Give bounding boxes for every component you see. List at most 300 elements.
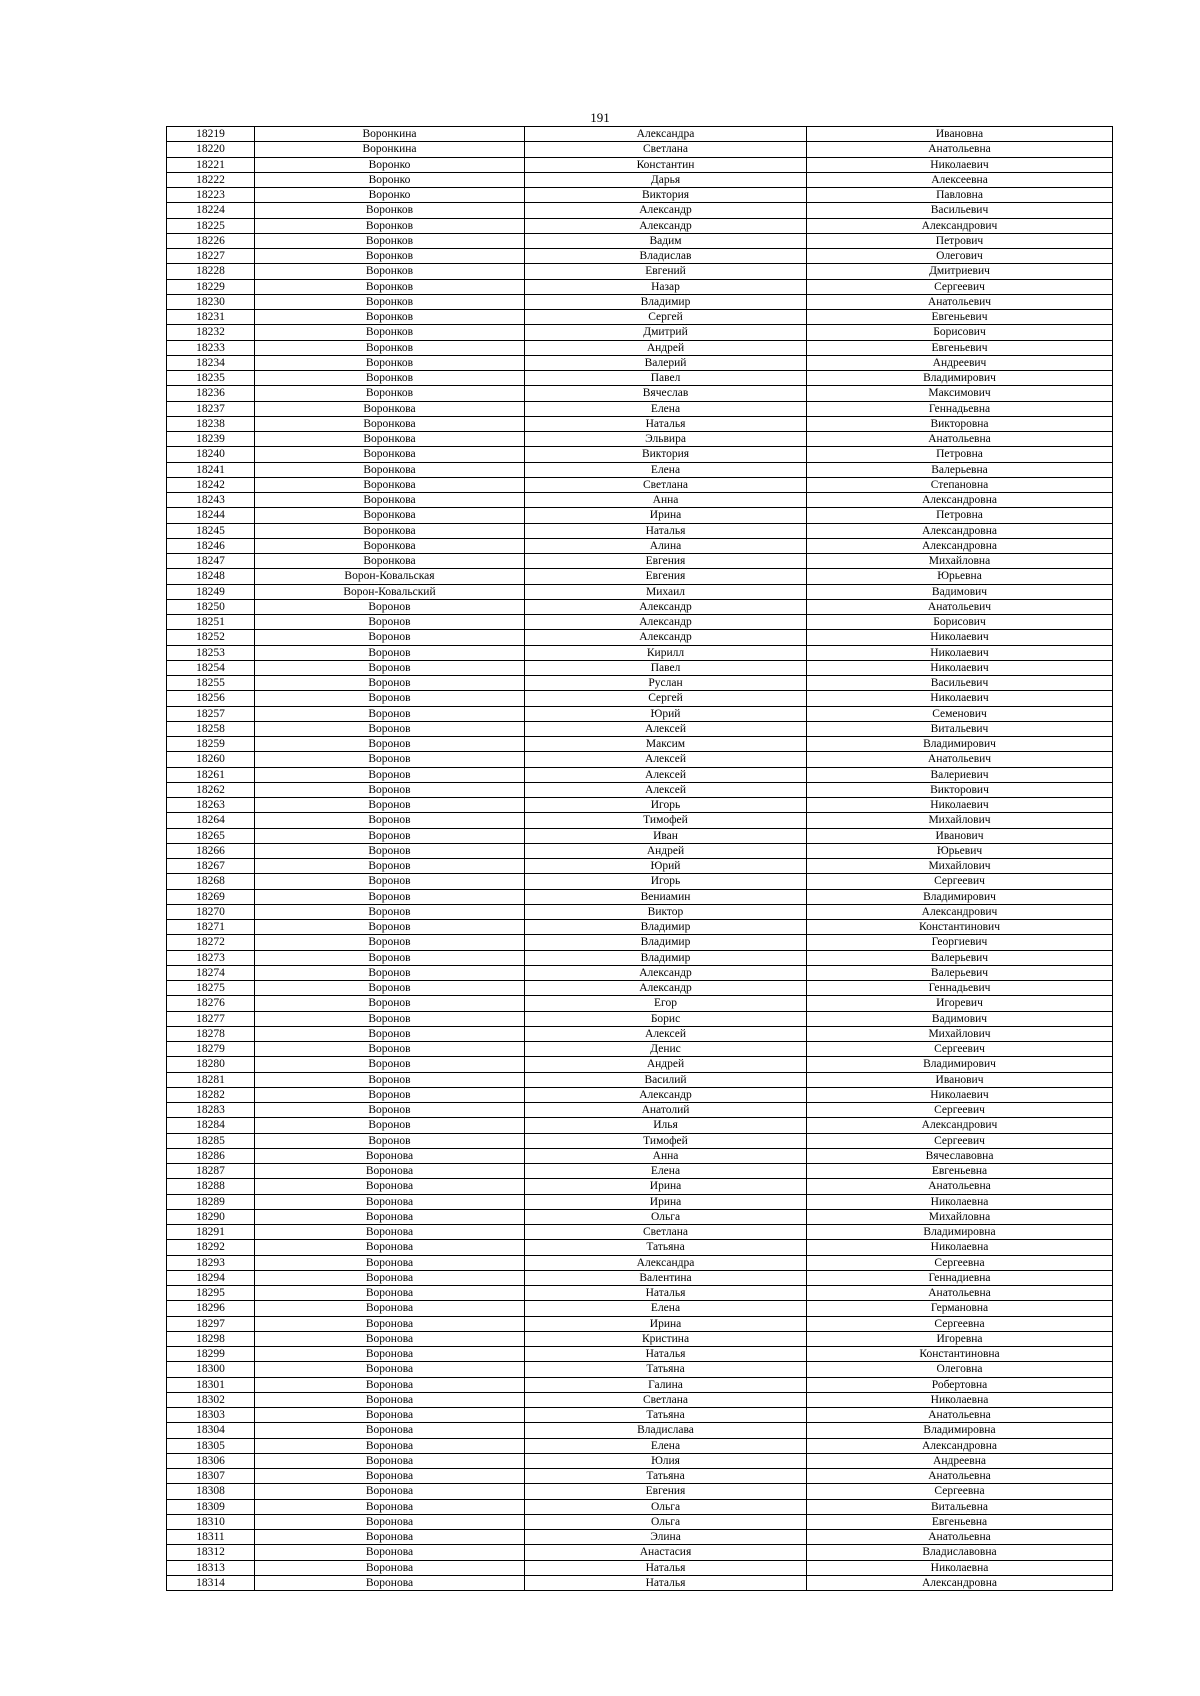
patronymic-cell: Валериевич (807, 767, 1113, 782)
table-row (167, 523, 1113, 538)
patronymic-cell: Николаевна (807, 1392, 1113, 1407)
patronymic-cell: Николаевна (807, 1240, 1113, 1255)
table-row (167, 630, 1113, 645)
surname-cell: Воронов (255, 599, 525, 614)
first-name-cell: Елена (525, 401, 807, 416)
record-number-cell: 18311 (167, 1530, 255, 1545)
first-name-cell: Елена (525, 462, 807, 477)
table-row (167, 432, 1113, 447)
table-row (167, 843, 1113, 858)
table-row (167, 1377, 1113, 1392)
record-number-cell: 18272 (167, 935, 255, 950)
table-row (167, 416, 1113, 431)
patronymic-cell: Валерьевич (807, 965, 1113, 980)
first-name-cell: Элина (525, 1530, 807, 1545)
record-number-cell: 18271 (167, 920, 255, 935)
first-name-cell: Игорь (525, 798, 807, 813)
table-row (167, 1194, 1113, 1209)
table-row (167, 508, 1113, 523)
surname-cell: Воронов (255, 1042, 525, 1057)
record-number-cell: 18309 (167, 1499, 255, 1514)
surname-cell: Воронов (255, 904, 525, 919)
patronymic-cell: Олегович (807, 249, 1113, 264)
record-number-cell: 18300 (167, 1362, 255, 1377)
table-row (167, 859, 1113, 874)
patronymic-cell: Александрович (807, 218, 1113, 233)
first-name-cell: Александра (525, 1255, 807, 1270)
surname-cell: Воронкова (255, 447, 525, 462)
table-row (167, 1103, 1113, 1118)
surname-cell: Воронкова (255, 493, 525, 508)
first-name-cell: Кирилл (525, 645, 807, 660)
first-name-cell: Галина (525, 1377, 807, 1392)
first-name-cell: Юрий (525, 706, 807, 721)
surname-cell: Воронова (255, 1286, 525, 1301)
patronymic-cell: Витальевна (807, 1499, 1113, 1514)
patronymic-cell: Сергеевич (807, 1133, 1113, 1148)
record-number-cell: 18234 (167, 355, 255, 370)
surname-cell: Воронова (255, 1545, 525, 1560)
first-name-cell: Илья (525, 1118, 807, 1133)
record-number-cell: 18276 (167, 996, 255, 1011)
table-row (167, 874, 1113, 889)
first-name-cell: Андрей (525, 843, 807, 858)
surname-cell: Воронова (255, 1453, 525, 1468)
surname-cell: Воронова (255, 1530, 525, 1545)
patronymic-cell: Александрович (807, 904, 1113, 919)
table-row (167, 782, 1113, 797)
patronymic-cell: Вадимович (807, 1011, 1113, 1026)
patronymic-cell: Евгеньевич (807, 310, 1113, 325)
table-row (167, 264, 1113, 279)
record-number-cell: 18222 (167, 172, 255, 187)
patronymic-cell: Александрович (807, 1118, 1113, 1133)
table-row (167, 538, 1113, 553)
surname-cell: Воронова (255, 1148, 525, 1163)
first-name-cell: Наталья (525, 1347, 807, 1362)
surname-cell: Воронова (255, 1164, 525, 1179)
record-number-cell: 18294 (167, 1270, 255, 1285)
table-row (167, 386, 1113, 401)
table-row (167, 1438, 1113, 1453)
table-row (167, 447, 1113, 462)
first-name-cell: Егор (525, 996, 807, 1011)
surname-cell: Воронова (255, 1560, 525, 1575)
patronymic-cell: Андреевич (807, 355, 1113, 370)
first-name-cell: Валентина (525, 1270, 807, 1285)
record-number-cell: 18286 (167, 1148, 255, 1163)
patronymic-cell: Евгеньевна (807, 1164, 1113, 1179)
table-row (167, 721, 1113, 736)
table-row (167, 828, 1113, 843)
first-name-cell: Евгений (525, 264, 807, 279)
surname-cell: Ворон-Ковальский (255, 584, 525, 599)
first-name-cell: Виктор (525, 904, 807, 919)
table-row (167, 1270, 1113, 1285)
table-row (167, 1575, 1113, 1590)
patronymic-cell: Валерьевна (807, 462, 1113, 477)
table-row (167, 752, 1113, 767)
first-name-cell: Валерий (525, 355, 807, 370)
record-number-cell: 18255 (167, 676, 255, 691)
patronymic-cell: Анатольевич (807, 752, 1113, 767)
patronymic-cell: Владимирович (807, 889, 1113, 904)
table-row (167, 325, 1113, 340)
table-row (167, 1164, 1113, 1179)
record-number-cell: 18245 (167, 523, 255, 538)
surname-cell: Воронов (255, 1118, 525, 1133)
record-number-cell: 18310 (167, 1514, 255, 1529)
first-name-cell: Светлана (525, 1225, 807, 1240)
table-row (167, 1423, 1113, 1438)
patronymic-cell: Евгеньевна (807, 1514, 1113, 1529)
surname-cell: Воронов (255, 630, 525, 645)
page-number: 191 (590, 110, 610, 125)
surname-cell: Воронков (255, 371, 525, 386)
table-row (167, 1011, 1113, 1026)
first-name-cell: Назар (525, 279, 807, 294)
table-row (167, 1545, 1113, 1560)
record-number-cell: 18266 (167, 843, 255, 858)
patronymic-cell: Сергеевна (807, 1316, 1113, 1331)
first-name-cell: Татьяна (525, 1469, 807, 1484)
patronymic-cell: Витальевич (807, 721, 1113, 736)
surname-cell: Воронов (255, 1103, 525, 1118)
surname-cell: Воронко (255, 172, 525, 187)
record-number-cell: 18235 (167, 371, 255, 386)
first-name-cell: Алексей (525, 782, 807, 797)
record-number-cell: 18291 (167, 1225, 255, 1240)
record-number-cell: 18299 (167, 1347, 255, 1362)
patronymic-cell: Владимировна (807, 1423, 1113, 1438)
patronymic-cell: Анатольевна (807, 1179, 1113, 1194)
record-number-cell: 18274 (167, 965, 255, 980)
patronymic-cell: Александровна (807, 538, 1113, 553)
surname-cell: Воронков (255, 264, 525, 279)
patronymic-cell: Борисович (807, 325, 1113, 340)
record-number-cell: 18270 (167, 904, 255, 919)
first-name-cell: Александр (525, 599, 807, 614)
record-number-cell: 18265 (167, 828, 255, 843)
surname-cell: Воронова (255, 1377, 525, 1392)
patronymic-cell: Олеговна (807, 1362, 1113, 1377)
table-row (167, 142, 1113, 157)
first-name-cell: Михаил (525, 584, 807, 599)
record-number-cell: 18232 (167, 325, 255, 340)
record-number-cell: 18303 (167, 1408, 255, 1423)
table-row (167, 645, 1113, 660)
surname-cell: Воронов (255, 676, 525, 691)
table-row (167, 127, 1113, 142)
surname-cell: Воронов (255, 843, 525, 858)
table-row (167, 706, 1113, 721)
surname-cell: Воронков (255, 203, 525, 218)
record-number-cell: 18251 (167, 615, 255, 630)
first-name-cell: Евгения (525, 1484, 807, 1499)
table-row (167, 1118, 1113, 1133)
table-row (167, 599, 1113, 614)
patronymic-cell: Вадимович (807, 584, 1113, 599)
table-row (167, 584, 1113, 599)
surname-cell: Воронов (255, 798, 525, 813)
surname-cell: Воронова (255, 1194, 525, 1209)
patronymic-cell: Геннадьевна (807, 401, 1113, 416)
patronymic-cell: Николаевич (807, 645, 1113, 660)
surname-cell: Воронкова (255, 477, 525, 492)
surname-cell: Воронов (255, 950, 525, 965)
record-number-cell: 18281 (167, 1072, 255, 1087)
first-name-cell: Юрий (525, 859, 807, 874)
table-row (167, 1148, 1113, 1163)
record-number-cell: 18314 (167, 1575, 255, 1590)
patronymic-cell: Викторович (807, 782, 1113, 797)
surname-cell: Воронов (255, 920, 525, 935)
table-row (167, 813, 1113, 828)
patronymic-cell: Валерьевич (807, 950, 1113, 965)
surname-cell: Воронова (255, 1179, 525, 1194)
table-row (167, 1499, 1113, 1514)
table-row (167, 904, 1113, 919)
patronymic-cell: Васильевич (807, 203, 1113, 218)
patronymic-cell: Александровна (807, 1438, 1113, 1453)
table-row (167, 1209, 1113, 1224)
table-row (167, 1331, 1113, 1346)
record-number-cell: 18256 (167, 691, 255, 706)
record-number-cell: 18277 (167, 1011, 255, 1026)
surname-cell: Воронков (255, 249, 525, 264)
patronymic-cell: Викторовна (807, 416, 1113, 431)
surname-cell: Воронков (255, 310, 525, 325)
record-number-cell: 18296 (167, 1301, 255, 1316)
patronymic-cell: Вячеславовна (807, 1148, 1113, 1163)
table-row (167, 1026, 1113, 1041)
record-number-cell: 18262 (167, 782, 255, 797)
patronymic-cell: Александровна (807, 493, 1113, 508)
patronymic-cell: Михайлович (807, 859, 1113, 874)
record-number-cell: 18237 (167, 401, 255, 416)
surname-cell: Воронов (255, 660, 525, 675)
surname-cell: Воронова (255, 1270, 525, 1285)
first-name-cell: Руслан (525, 676, 807, 691)
first-name-cell: Наталья (525, 1560, 807, 1575)
patronymic-cell: Анатольевна (807, 1469, 1113, 1484)
table-row (167, 1042, 1113, 1057)
surname-cell: Воронова (255, 1469, 525, 1484)
first-name-cell: Ирина (525, 1316, 807, 1331)
patronymic-cell: Николаевна (807, 1194, 1113, 1209)
table-row (167, 950, 1113, 965)
table-row (167, 889, 1113, 904)
first-name-cell: Владислава (525, 1423, 807, 1438)
record-number-cell: 18298 (167, 1331, 255, 1346)
patronymic-cell: Константинович (807, 920, 1113, 935)
record-number-cell: 18278 (167, 1026, 255, 1041)
first-name-cell: Ольга (525, 1209, 807, 1224)
record-number-cell: 18293 (167, 1255, 255, 1270)
table-row (167, 981, 1113, 996)
surname-cell: Воронкова (255, 432, 525, 447)
patronymic-cell: Александровна (807, 523, 1113, 538)
patronymic-cell: Дмитриевич (807, 264, 1113, 279)
record-number-cell: 18261 (167, 767, 255, 782)
first-name-cell: Светлана (525, 477, 807, 492)
surname-cell: Воронкова (255, 523, 525, 538)
patronymic-cell: Андреевна (807, 1453, 1113, 1468)
patronymic-cell: Владимирович (807, 371, 1113, 386)
patronymic-cell: Семенович (807, 706, 1113, 721)
surname-cell: Ворон-Ковальская (255, 569, 525, 584)
table-row (167, 1179, 1113, 1194)
first-name-cell: Светлана (525, 142, 807, 157)
record-number-cell: 18241 (167, 462, 255, 477)
first-name-cell: Максим (525, 737, 807, 752)
first-name-cell: Виктория (525, 188, 807, 203)
first-name-cell: Анна (525, 1148, 807, 1163)
first-name-cell: Ирина (525, 508, 807, 523)
first-name-cell: Сергей (525, 310, 807, 325)
record-number-cell: 18247 (167, 554, 255, 569)
table-row (167, 1133, 1113, 1148)
patronymic-cell: Анатольевна (807, 142, 1113, 157)
record-number-cell: 18313 (167, 1560, 255, 1575)
surname-cell: Воронкова (255, 401, 525, 416)
surname-cell: Воронов (255, 813, 525, 828)
patronymic-cell: Юрьевна (807, 569, 1113, 584)
first-name-cell: Кристина (525, 1331, 807, 1346)
first-name-cell: Алексей (525, 767, 807, 782)
table-row (167, 1240, 1113, 1255)
surname-cell: Воронова (255, 1347, 525, 1362)
surname-cell: Воронов (255, 615, 525, 630)
surname-cell: Воронкова (255, 462, 525, 477)
table-row (167, 1286, 1113, 1301)
record-number-cell: 18279 (167, 1042, 255, 1057)
record-number-cell: 18238 (167, 416, 255, 431)
patronymic-cell: Сергеевич (807, 1103, 1113, 1118)
record-number-cell: 18285 (167, 1133, 255, 1148)
surname-cell: Воронков (255, 279, 525, 294)
first-name-cell: Андрей (525, 1057, 807, 1072)
surname-cell: Воронов (255, 889, 525, 904)
first-name-cell: Владимир (525, 294, 807, 309)
first-name-cell: Денис (525, 1042, 807, 1057)
patronymic-cell: Александровна (807, 1575, 1113, 1590)
first-name-cell: Владимир (525, 950, 807, 965)
table-row (167, 157, 1113, 172)
table-row (167, 401, 1113, 416)
patronymic-cell: Евгеньевич (807, 340, 1113, 355)
surname-cell: Воронкова (255, 554, 525, 569)
surname-cell: Воронкова (255, 508, 525, 523)
surname-cell: Воронкина (255, 127, 525, 142)
table-row (167, 279, 1113, 294)
first-name-cell: Алексей (525, 752, 807, 767)
record-number-cell: 18228 (167, 264, 255, 279)
table-row (167, 935, 1113, 950)
record-number-cell: 18252 (167, 630, 255, 645)
surname-cell: Воронов (255, 828, 525, 843)
surname-cell: Воронова (255, 1423, 525, 1438)
first-name-cell: Эльвира (525, 432, 807, 447)
record-number-cell: 18268 (167, 874, 255, 889)
patronymic-cell: Михайлович (807, 813, 1113, 828)
first-name-cell: Татьяна (525, 1408, 807, 1423)
surname-cell: Воронкова (255, 416, 525, 431)
first-name-cell: Тимофей (525, 1133, 807, 1148)
table-row (167, 340, 1113, 355)
patronymic-cell: Алексеевна (807, 172, 1113, 187)
first-name-cell: Александр (525, 615, 807, 630)
patronymic-cell: Михайловна (807, 554, 1113, 569)
record-number-cell: 18242 (167, 477, 255, 492)
table-row (167, 1316, 1113, 1331)
record-number-cell: 18230 (167, 294, 255, 309)
surname-cell: Воронов (255, 782, 525, 797)
first-name-cell: Светлана (525, 1392, 807, 1407)
first-name-cell: Вячеслав (525, 386, 807, 401)
table-row (167, 1057, 1113, 1072)
table-row (167, 1560, 1113, 1575)
first-name-cell: Евгения (525, 554, 807, 569)
patronymic-cell: Юрьевич (807, 843, 1113, 858)
first-name-cell: Александр (525, 965, 807, 980)
surname-cell: Воронов (255, 1057, 525, 1072)
record-number-cell: 18249 (167, 584, 255, 599)
table-row (167, 355, 1113, 370)
first-name-cell: Василий (525, 1072, 807, 1087)
patronymic-cell: Германовна (807, 1301, 1113, 1316)
first-name-cell: Юлия (525, 1453, 807, 1468)
first-name-cell: Иван (525, 828, 807, 843)
patronymic-cell: Константиновна (807, 1347, 1113, 1362)
record-number-cell: 18282 (167, 1087, 255, 1102)
first-name-cell: Елена (525, 1301, 807, 1316)
table-row (167, 1453, 1113, 1468)
patronymic-cell: Геннадьевич (807, 981, 1113, 996)
surname-cell: Воронова (255, 1408, 525, 1423)
first-name-cell: Елена (525, 1438, 807, 1453)
patronymic-cell: Владиславовна (807, 1545, 1113, 1560)
record-number-cell: 18308 (167, 1484, 255, 1499)
patronymic-cell: Васильевич (807, 676, 1113, 691)
surname-cell: Воронов (255, 981, 525, 996)
patronymic-cell: Анатольевич (807, 599, 1113, 614)
record-number-cell: 18259 (167, 737, 255, 752)
record-number-cell: 18305 (167, 1438, 255, 1453)
table-row (167, 691, 1113, 706)
surname-cell: Воронков (255, 233, 525, 248)
patronymic-cell: Анатольевна (807, 1408, 1113, 1423)
first-name-cell: Наталья (525, 1575, 807, 1590)
table-row (167, 767, 1113, 782)
table-row (167, 233, 1113, 248)
surname-cell: Воронков (255, 386, 525, 401)
patronymic-cell: Сергеевич (807, 1042, 1113, 1057)
table-row (167, 1408, 1113, 1423)
surname-cell: Воронов (255, 721, 525, 736)
record-number-cell: 18312 (167, 1545, 255, 1560)
record-number-cell: 18280 (167, 1057, 255, 1072)
patronymic-cell: Сергеевич (807, 279, 1113, 294)
roster-body (167, 127, 1113, 1591)
record-number-cell: 18246 (167, 538, 255, 553)
surname-cell: Воронова (255, 1484, 525, 1499)
record-number-cell: 18244 (167, 508, 255, 523)
record-number-cell: 18287 (167, 1164, 255, 1179)
surname-cell: Воронко (255, 188, 525, 203)
table-row (167, 920, 1113, 935)
surname-cell: Воронова (255, 1240, 525, 1255)
